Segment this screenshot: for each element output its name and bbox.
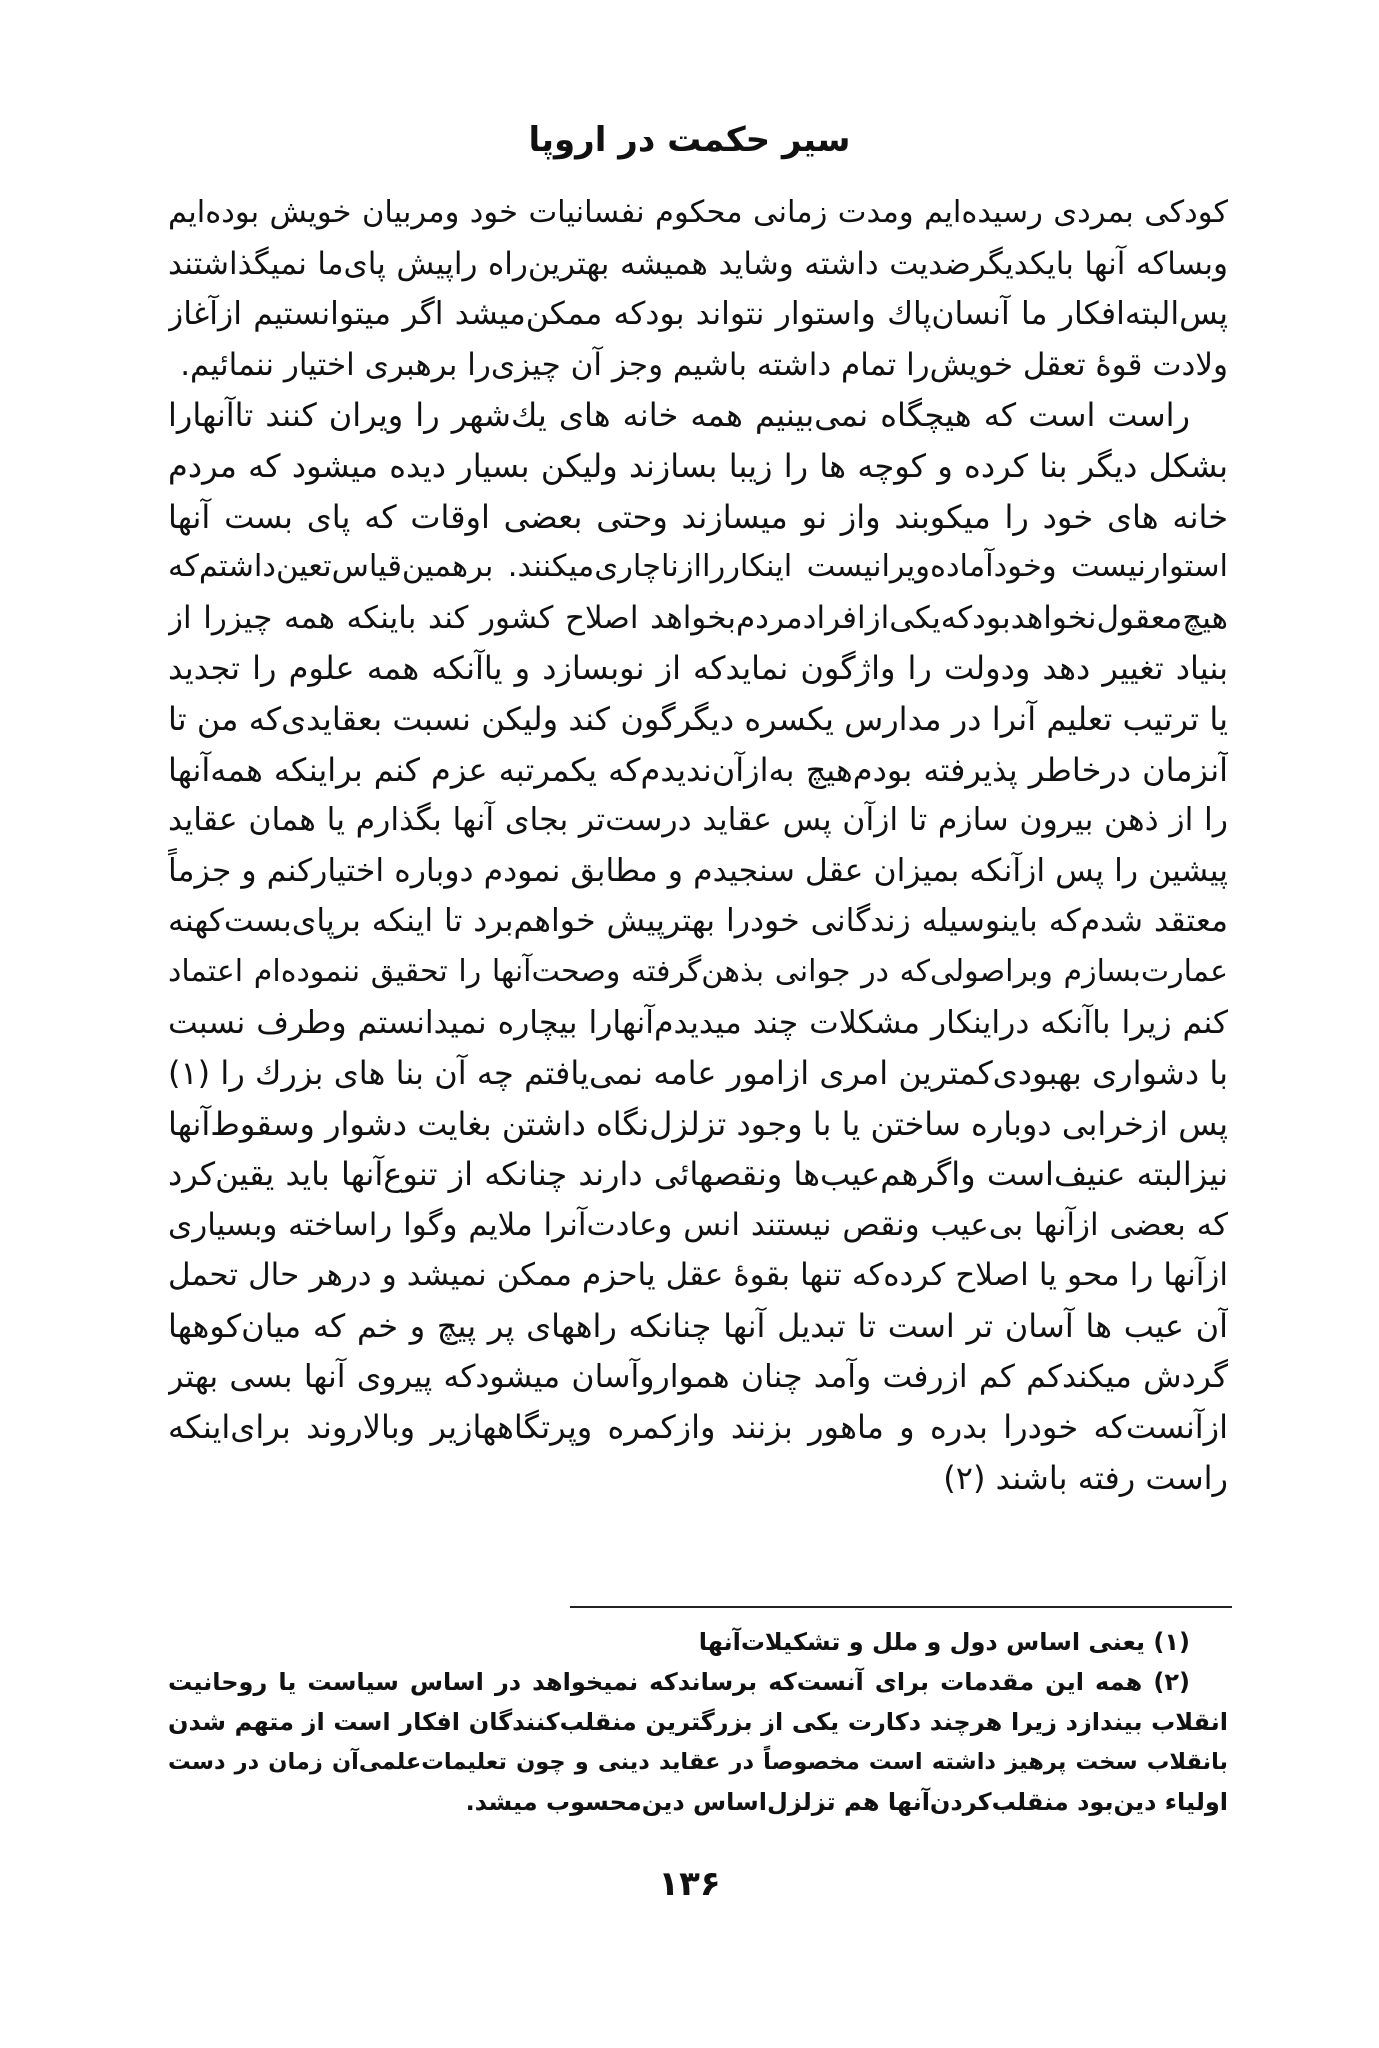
footnote-line: بانقلاب سخت پرهیز داشته است مخصوصاً در عقاید دینی و چون تعلیمات‌علمی‌آن زمان در دست (168, 1749, 1228, 1775)
body-line: پیشین را پس ازآنکه بمیزان عقل سنجیدم و مطابق نمودم دوباره اختیارکنم و جزماً (168, 852, 1228, 889)
body-line: ازآنست‌که خودرا بدره و ماهور بزنند واز‌کمره وپرتگاههازیر وبالاروند برای‌اینکه (168, 1408, 1228, 1447)
body-line: بشکل دیگر بنا کرده و کوچه ها را زیبا بسازند ولیکن بسیار دیده میشود که مردم (168, 446, 1228, 485)
footnote-line: اولیاء دین‌بود منقلب‌کردن‌آنها هم تزلزل‌اساس دین‌محسوب میشد. (465, 1788, 1228, 1816)
footnote-line: (۱) یعنی اساس دول و ملل و تشکیلات‌آنها (698, 1628, 1190, 1656)
body-line: آنزمان درخاطر پذیرفته بودم‌هیچ به‌ازآن‌ندیدم‌که یکمرتبه عزم کنم براینکه همه‌آنها (168, 750, 1228, 789)
body-line: نیزالبته عنیف‌است واگرهم‌عیب‌ها ونقصهائی دارند چنانکه از تنوع‌آنها باید یقین‌کرد (168, 1155, 1228, 1194)
body-line: ازآنها را محو یا اصلاح کرده‌که تنها بقوهٔ عقل یاحزم ممکن نمیشد و درهر حال تحمل (168, 1257, 1228, 1294)
body-line: عمارت‌بسازم وبراصولی‌که در جوانی بذهن‌گرفته وصحت‌آنها را تحقیق ننموده‌ام اعتماد (168, 953, 1228, 989)
footnote-line: انقلاب بیندازد زیرا هرچند دکارت یکی از بزرگترین منقلب‌کنندگان افکار است از متهم شدن (168, 1708, 1228, 1736)
body-line: پس ازخرابی دوباره ساختن یا با وجود تزلزل‌نگاه داشتن بغایت دشوار وسقوط‌آنها (168, 1104, 1228, 1143)
body-line: با دشواری بهبودی‌کمترین امری ازامور عامه نمی‌یافتم چه آن بنا های بزرك را (۱) (168, 1054, 1228, 1093)
footnote-divider (570, 1606, 1232, 1608)
body-line: ولادت قوهٔ تعقل خویش‌را تمام داشته باشیم وجز آن چیزی‌را برهبری اختیار ننمائیم. (180, 346, 1228, 383)
body-line: معتقد شدم‌که باینوسیله زندگانی خودرا بهترپیش خواهم‌برد تا اینکه برپای‌بست‌کهنه (168, 903, 1228, 940)
page-number: ۱۳۶ (658, 1864, 721, 1904)
body-line: راست است که هیچگاه نمی‌بینیم همه خانه های یك‌شهر را ویران کنند تاآنهارا (168, 396, 1190, 435)
body-line: بنیاد تغییر دهد ودولت را واژگون نمایدکه از نوبسازد و یاآنکه همه علوم را تجدید (168, 649, 1228, 688)
body-line: یا ترتیب تعلیم آنرا در مدارس یکسره دیگرگون کند ولیکن نسبت بعقایدی‌که من تا (168, 699, 1228, 738)
footnote-line: (۲) همه این مقدمات برای آنست‌که برساندکه نمیخواهد در اساس سیاست یا روحانیت (168, 1668, 1190, 1696)
body-line: خانه های خود را میکوبند واز نو میسازند وحتی بعضی اوقات که پای بست آنها (168, 497, 1228, 536)
body-line: گردش میکند‌کم کم ازرفت وآمد چنان همواروآسان میشودکه پیروی آنها بسی بهتر (168, 1358, 1228, 1395)
body-line: استوارنیست وخودآماده‌ویرانیست اینکارراازناچاری‌میکنند. برهمین‌قیاس‌تعین‌داشتم‌که (168, 549, 1228, 585)
body-line: آن عیب ها آسان تر است تا تبدیل آنها چنانکه راههای پر پیچ و خم که میان‌کوهها (168, 1307, 1228, 1346)
body-line: پس‌البته‌افکار ما آنسان‌پاك واستوار نتواند بودکه ممکن‌میشد اگر میتوانستیم ازآغاز (168, 296, 1228, 333)
body-line: راست رفته باشند (۲) (943, 1458, 1228, 1497)
body-line: کنم زیرا باآنکه دراینکار مشکلات چند میدیدم‌آنهارا بیچاره نمیدانستم وطرف نسبت (168, 1004, 1228, 1041)
body-line: کودکی بمردی رسیده‌ایم ومدت زمانی محکوم نفسانیات خود ومربیان خویش بوده‌ایم (168, 195, 1228, 230)
body-line: که بعضی ازآنها بی‌عیب ونقص نیستند انس وعادت‌آنرا ملایم وگوا راساخته وبسیاری (168, 1206, 1228, 1243)
body-line: وبساکه آنها بایکدیگرضدیت داشته وشاید همیشه بهترین‌راه راپیش پای‌ما نمیگذاشتند (168, 245, 1228, 282)
body-line: هیچ‌معقول‌نخواهد‌بودکه‌یکی‌ازافرادمردم‌بخواهد اصلاح کشور کند باینکه همه چیزرا از (168, 599, 1228, 636)
footnotes (168, 1622, 1228, 1822)
body-text (168, 188, 1228, 1503)
body-line: را از ذهن بیرون سازم تا ازآن پس عقاید درست‌تر بجای آنها بگذارم یا همان عقاید (168, 802, 1228, 839)
running-head: سیر حکمت در اروپا (528, 120, 851, 160)
